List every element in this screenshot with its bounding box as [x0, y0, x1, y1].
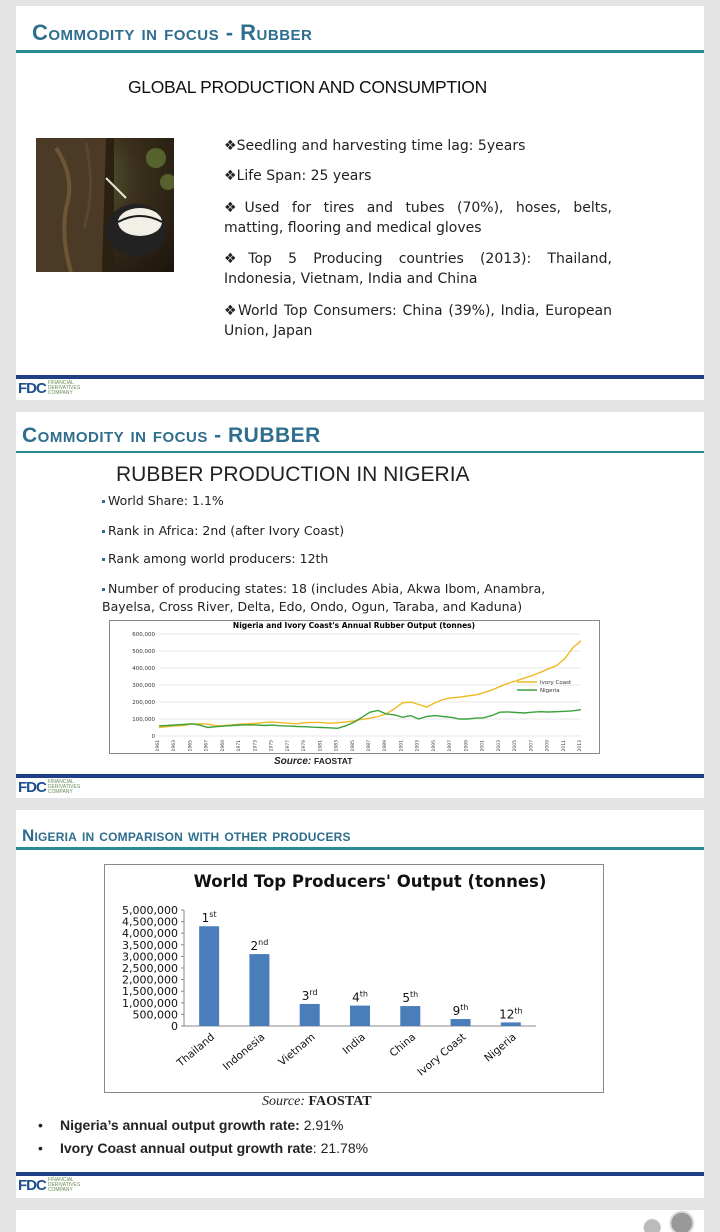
slide-title: Commodity in focus - Rubber: [32, 20, 313, 45]
slide-heading: RUBBER PRODUCTION IN NIGERIA: [116, 463, 470, 486]
y-tick-label: 2,000,000: [122, 973, 178, 987]
bullet-item: ❖World Top Consumers: China (39%), India, European Union, Japan: [224, 303, 612, 339]
y-tick-label: 3,500,000: [122, 938, 178, 952]
title-rule: [16, 847, 704, 850]
x-tick-label: 1999: [464, 740, 470, 752]
bullet-item: World Share: 1.1%: [102, 492, 602, 510]
bar-indonesia: [249, 954, 269, 1026]
slide-global-production: [16, 6, 704, 400]
rank-label: 3rd: [301, 987, 318, 1003]
decorative-image: [630, 1210, 704, 1232]
bar-china: [400, 1006, 420, 1026]
diamond-bullet-icon: ❖: [224, 200, 245, 216]
square-bullet-icon: [102, 500, 105, 503]
x-tick-label: 1981: [318, 740, 324, 752]
x-tick-label: 2001: [480, 740, 486, 752]
growth-note: • Ivory Coast annual output growth rate: 21.78%: [38, 1140, 369, 1156]
diamond-bullet-icon: ❖: [224, 138, 237, 154]
bullet-item: ❖Top 5 Producing countries (2013): Thailand, Indonesia, Vietnam, India and China: [224, 251, 612, 287]
x-category-label: Vietnam: [276, 1031, 318, 1069]
bullet-item: Number of producing states: 18 (includes Abia, Akwa Ibom, Anambra, Bayelsa, Cross River, Delta, Edo, Ondo, Ogun, Taraba, and Kaduna): [102, 581, 546, 614]
title-rule: [16, 50, 704, 53]
x-tick-label: 2013: [578, 740, 583, 752]
slide-producer-comparison: [16, 810, 704, 1198]
bullet-item: Rank in Africa: 2nd (after Ivory Coast): [102, 522, 602, 540]
x-tick-label: 1991: [399, 740, 405, 752]
slide-title: Nigeria in comparison with other producers: [22, 826, 351, 845]
x-tick-label: 1989: [383, 740, 389, 752]
fdc-logo: FDC FINANCIAL DERIVATIVES COMPANY: [18, 1177, 81, 1194]
rubber-output-line-chart: [109, 620, 600, 754]
x-tick-label: 2005: [513, 740, 519, 752]
footer-rule: [16, 375, 704, 379]
y-tick-label: 1,000,000: [122, 996, 178, 1010]
chart-title: Nigeria and Ivory Coast's Annual Rubber Output (tonnes): [232, 621, 476, 630]
diamond-bullet-icon: ❖: [224, 251, 249, 267]
top-producers-bar-chart: [104, 864, 605, 1094]
x-tick-label: 1963: [172, 740, 178, 752]
x-tick-label: 1973: [253, 740, 259, 752]
y-tick-label: 200,000: [132, 700, 155, 706]
x-category-label: India: [340, 1031, 368, 1057]
x-tick-label: 1993: [415, 740, 421, 752]
bar-vietnam: [300, 1004, 320, 1026]
x-category-label: China: [387, 1031, 419, 1060]
y-tick-label: 500,000: [132, 649, 155, 655]
fdc-logo: FDC FINANCIAL DERIVATIVES COMPANY: [18, 380, 81, 397]
chart-source: Source: FAOSTAT: [274, 756, 353, 767]
x-tick-label: 2011: [561, 740, 567, 752]
bullet-dot-icon: •: [38, 1117, 43, 1133]
slide-title: Commodity in focus - RUBBER: [22, 424, 321, 447]
x-tick-label: 1969: [220, 740, 226, 752]
x-tick-label: 2007: [529, 740, 535, 752]
growth-note: • Nigeria’s annual output growth rate: 2.91%: [38, 1117, 344, 1133]
x-tick-label: 1967: [204, 740, 210, 752]
x-category-label: Indonesia: [220, 1031, 268, 1073]
square-bullet-icon: [102, 558, 105, 561]
y-tick-label: 5,000,000: [122, 904, 178, 917]
title-rule: [16, 451, 704, 453]
rank-label: 1st: [201, 910, 217, 926]
bar-ivory-coast: [451, 1019, 471, 1026]
diamond-bullet-icon: ❖: [224, 168, 237, 184]
slide-heading: GLOBAL PRODUCTION AND CONSUMPTION: [128, 77, 487, 97]
rank-label: 2nd: [250, 938, 269, 954]
y-tick-label: 4,000,000: [122, 927, 178, 941]
chart-source: Source: FAOSTAT: [262, 1094, 372, 1109]
footer-rule: [16, 1172, 704, 1176]
chart-title: World Top Producers' Output (tonnes): [193, 872, 547, 891]
legend-label: Nigeria: [540, 688, 560, 694]
y-tick-label: 100,000: [132, 717, 155, 723]
y-tick-label: 400,000: [132, 666, 155, 672]
diamond-bullet-icon: ❖: [224, 303, 238, 319]
y-tick-label: 300,000: [132, 683, 155, 689]
x-tick-label: 1961: [156, 740, 161, 752]
slide-nigeria-production: [16, 412, 704, 798]
bar-india: [350, 1006, 370, 1026]
rank-label: 12th: [499, 1006, 523, 1022]
y-tick-label: 4,500,000: [122, 915, 178, 929]
x-category-label: Thailand: [174, 1031, 218, 1070]
footer-rule: [16, 774, 704, 778]
y-tick-label: 500,000: [132, 1008, 178, 1022]
square-bullet-icon: [102, 588, 105, 591]
x-tick-label: 1965: [188, 740, 194, 752]
next-slide-partial: [16, 1210, 704, 1232]
x-tick-label: 1997: [448, 740, 454, 752]
bullet-item: ❖Used for tires and tubes (70%), hoses, belts, matting, flooring and medical gloves: [224, 200, 612, 236]
x-tick-label: 1971: [237, 740, 243, 752]
rubber-tapping-photo: [36, 138, 174, 272]
rank-label: 4th: [352, 989, 368, 1005]
x-tick-label: 1979: [302, 740, 308, 752]
x-tick-label: 1983: [334, 740, 340, 752]
y-tick-label: 1,500,000: [122, 985, 178, 999]
rank-label: 9th: [452, 1003, 469, 1019]
rank-label: 5th: [402, 990, 419, 1006]
fdc-logo: FDC FINANCIAL DERIVATIVES COMPANY: [18, 779, 81, 796]
bar-nigeria: [501, 1022, 521, 1026]
bullet-dot-icon: •: [38, 1140, 43, 1156]
x-tick-label: 1985: [350, 740, 356, 752]
bullet-item: Rank among world producers: 12th: [102, 550, 602, 568]
x-tick-label: 2003: [496, 740, 502, 752]
x-category-label: Nigeria: [482, 1031, 519, 1065]
x-tick-label: 2009: [545, 740, 551, 752]
bullet-item: ❖Life Span: 25 years: [224, 168, 372, 184]
x-category-label: Ivory Coast: [415, 1031, 469, 1079]
y-tick-label: 600,000: [132, 632, 155, 638]
y-tick-label: 2,500,000: [122, 962, 178, 975]
legend-label: Ivory Coast: [540, 680, 572, 686]
x-tick-label: 1987: [367, 740, 372, 752]
bullet-item: ❖Seedling and harvesting time lag: 5years: [224, 138, 526, 154]
square-bullet-icon: [102, 530, 105, 533]
x-tick-label: 1977: [285, 740, 291, 752]
y-tick-label: 0: [171, 1020, 178, 1033]
x-tick-label: 1995: [431, 740, 437, 752]
x-tick-label: 1975: [269, 740, 275, 752]
bar-thailand: [199, 926, 219, 1026]
y-tick-label: 0: [151, 734, 155, 740]
y-tick-label: 3,000,000: [122, 950, 178, 964]
